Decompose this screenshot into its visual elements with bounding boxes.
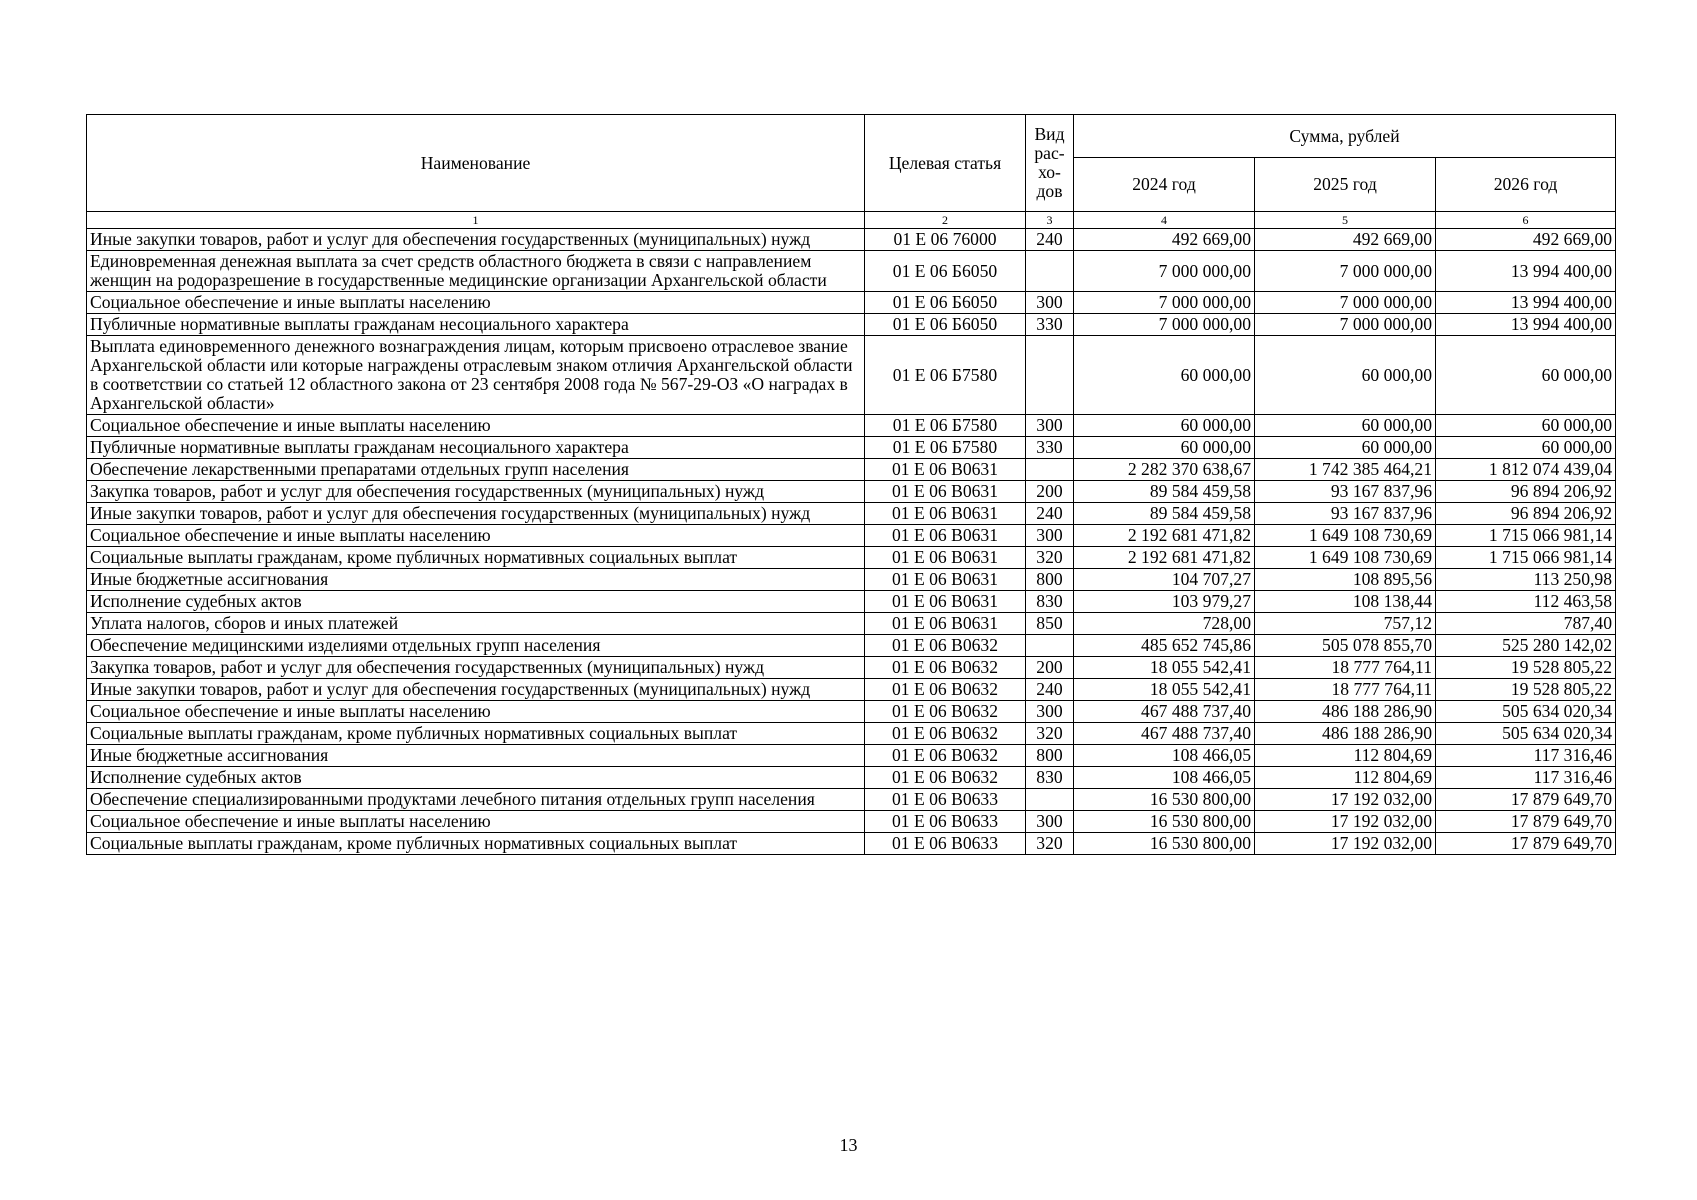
row-name: Иные закупки товаров, работ и услуг для обеспечения государственных (муниципальных) нужд	[87, 229, 865, 251]
row-amount-2026: 525 280 142,02	[1436, 635, 1616, 657]
row-amount-2025: 93 167 837,96	[1255, 503, 1436, 525]
row-expense-type: 300	[1026, 292, 1074, 314]
row-target-code: 01 Е 06 В0631	[865, 569, 1026, 591]
row-name: Иные бюджетные ассигнования	[87, 569, 865, 591]
row-expense-type	[1026, 789, 1074, 811]
row-amount-2025: 60 000,00	[1255, 415, 1436, 437]
table-row	[87, 415, 1616, 437]
row-amount-2024: 492 669,00	[1074, 229, 1255, 251]
row-name: Закупка товаров, работ и услуг для обеспечения государственных (муниципальных) нужд	[87, 657, 865, 679]
row-expense-type: 300	[1026, 701, 1074, 723]
row-name: Социальное обеспечение и иные выплаты населению	[87, 525, 865, 547]
row-amount-2024: 103 979,27	[1074, 591, 1255, 613]
row-target-code: 01 Е 06 В0631	[865, 591, 1026, 613]
row-target-code: 01 Е 06 В0633	[865, 789, 1026, 811]
row-name: Социальное обеспечение и иные выплаты населению	[87, 811, 865, 833]
row-target-code: 01 Е 06 В0631	[865, 459, 1026, 481]
row-amount-2024: 7 000 000,00	[1074, 251, 1255, 292]
row-amount-2026: 17 879 649,70	[1436, 833, 1616, 855]
row-amount-2024: 2 192 681 471,82	[1074, 547, 1255, 569]
table-row	[87, 547, 1616, 569]
row-amount-2025: 112 804,69	[1255, 767, 1436, 789]
row-amount-2026: 96 894 206,92	[1436, 481, 1616, 503]
row-amount-2026: 787,40	[1436, 613, 1616, 635]
row-amount-2025: 505 078 855,70	[1255, 635, 1436, 657]
table-row	[87, 437, 1616, 459]
column-number: 6	[1436, 212, 1616, 229]
row-expense-type: 300	[1026, 415, 1074, 437]
column-number: 2	[865, 212, 1026, 229]
row-amount-2025: 93 167 837,96	[1255, 481, 1436, 503]
row-amount-2025: 108 138,44	[1255, 591, 1436, 613]
row-expense-type	[1026, 251, 1074, 292]
table-row	[87, 525, 1616, 547]
table-row	[87, 481, 1616, 503]
row-amount-2025: 1 649 108 730,69	[1255, 547, 1436, 569]
table-row	[87, 635, 1616, 657]
row-amount-2024: 89 584 459,58	[1074, 503, 1255, 525]
row-amount-2026: 60 000,00	[1436, 437, 1616, 459]
table-row	[87, 745, 1616, 767]
row-amount-2024: 60 000,00	[1074, 415, 1255, 437]
row-target-code: 01 Е 06 Б6050	[865, 314, 1026, 336]
header-name: Наименование	[87, 115, 865, 212]
row-target-code: 01 Е 06 В0631	[865, 525, 1026, 547]
table-row	[87, 679, 1616, 701]
row-amount-2026: 117 316,46	[1436, 767, 1616, 789]
row-amount-2025: 18 777 764,11	[1255, 679, 1436, 701]
row-target-code: 01 Е 06 Б7580	[865, 415, 1026, 437]
row-amount-2025: 17 192 032,00	[1255, 811, 1436, 833]
row-target-code: 01 Е 06 Б7580	[865, 437, 1026, 459]
table-row	[87, 229, 1616, 251]
row-expense-type	[1026, 459, 1074, 481]
row-amount-2026: 13 994 400,00	[1436, 314, 1616, 336]
row-name: Обеспечение специализированными продуктами лечебного питания отдельных групп населения	[87, 789, 865, 811]
row-amount-2025: 1 742 385 464,21	[1255, 459, 1436, 481]
row-name: Исполнение судебных актов	[87, 591, 865, 613]
row-amount-2024: 18 055 542,41	[1074, 657, 1255, 679]
row-expense-type: 240	[1026, 229, 1074, 251]
table-row	[87, 613, 1616, 635]
row-target-code: 01 Е 06 В0632	[865, 723, 1026, 745]
row-name: Обеспечение медицинскими изделиями отдельных групп населения	[87, 635, 865, 657]
row-name: Исполнение судебных актов	[87, 767, 865, 789]
row-amount-2025: 60 000,00	[1255, 437, 1436, 459]
table-row	[87, 336, 1616, 415]
row-amount-2026: 117 316,46	[1436, 745, 1616, 767]
row-name: Социальное обеспечение и иные выплаты населению	[87, 415, 865, 437]
row-amount-2026: 1 812 074 439,04	[1436, 459, 1616, 481]
row-amount-2026: 1 715 066 981,14	[1436, 525, 1616, 547]
row-expense-type	[1026, 635, 1074, 657]
table-row	[87, 503, 1616, 525]
row-amount-2024: 16 530 800,00	[1074, 811, 1255, 833]
row-amount-2024: 728,00	[1074, 613, 1255, 635]
row-name: Публичные нормативные выплаты гражданам несоциального характера	[87, 437, 865, 459]
row-amount-2024: 485 652 745,86	[1074, 635, 1255, 657]
table-row	[87, 251, 1616, 292]
row-amount-2026: 113 250,98	[1436, 569, 1616, 591]
row-name: Выплата единовременного денежного вознаграждения лицам, которым присвоено отраслевое звание Архангельской области или которые награждены отраслевым знаком отличия Архангельской области в соответствии со статьей 12 областного закона от 23 сентября 2008 года № 567-29-ОЗ «О наградах в Архангельской области»	[87, 336, 865, 415]
row-target-code: 01 Е 06 В0632	[865, 745, 1026, 767]
row-amount-2025: 492 669,00	[1255, 229, 1436, 251]
row-target-code: 01 Е 06 Б6050	[865, 292, 1026, 314]
row-target-code: 01 Е 06 76000	[865, 229, 1026, 251]
row-target-code: 01 Е 06 В0631	[865, 613, 1026, 635]
row-amount-2026: 19 528 805,22	[1436, 679, 1616, 701]
row-expense-type: 830	[1026, 767, 1074, 789]
row-amount-2024: 16 530 800,00	[1074, 833, 1255, 855]
row-amount-2024: 108 466,05	[1074, 767, 1255, 789]
row-amount-2024: 2 192 681 471,82	[1074, 525, 1255, 547]
row-expense-type: 240	[1026, 503, 1074, 525]
row-name: Социальное обеспечение и иные выплаты населению	[87, 292, 865, 314]
header-year-2026: 2026 год	[1436, 158, 1616, 212]
row-name: Обеспечение лекарственными препаратами отдельных групп населения	[87, 459, 865, 481]
row-name: Иные бюджетные ассигнования	[87, 745, 865, 767]
row-amount-2026: 112 463,58	[1436, 591, 1616, 613]
row-amount-2024: 60 000,00	[1074, 336, 1255, 415]
table-body	[87, 229, 1616, 855]
row-amount-2026: 1 715 066 981,14	[1436, 547, 1616, 569]
row-name: Публичные нормативные выплаты гражданам несоциального характера	[87, 314, 865, 336]
row-expense-type: 300	[1026, 525, 1074, 547]
row-amount-2024: 2 282 370 638,67	[1074, 459, 1255, 481]
row-expense-type: 320	[1026, 833, 1074, 855]
row-target-code: 01 Е 06 В0632	[865, 767, 1026, 789]
table-row	[87, 701, 1616, 723]
budget-table	[86, 114, 1616, 855]
table-row	[87, 723, 1616, 745]
row-amount-2026: 96 894 206,92	[1436, 503, 1616, 525]
row-amount-2025: 757,12	[1255, 613, 1436, 635]
table-row	[87, 591, 1616, 613]
row-amount-2025: 17 192 032,00	[1255, 789, 1436, 811]
row-amount-2025: 1 649 108 730,69	[1255, 525, 1436, 547]
row-amount-2024: 16 530 800,00	[1074, 789, 1255, 811]
row-amount-2026: 17 879 649,70	[1436, 789, 1616, 811]
row-target-code: 01 Е 06 В0632	[865, 657, 1026, 679]
row-target-code: 01 Е 06 В0631	[865, 503, 1026, 525]
row-amount-2025: 7 000 000,00	[1255, 251, 1436, 292]
row-expense-type: 240	[1026, 679, 1074, 701]
row-name: Социальные выплаты гражданам, кроме публичных нормативных социальных выплат	[87, 833, 865, 855]
table-row	[87, 569, 1616, 591]
table-row	[87, 657, 1616, 679]
row-name: Социальные выплаты гражданам, кроме публичных нормативных социальных выплат	[87, 547, 865, 569]
row-amount-2024: 7 000 000,00	[1074, 292, 1255, 314]
table-row	[87, 767, 1616, 789]
row-amount-2024: 60 000,00	[1074, 437, 1255, 459]
table-row	[87, 789, 1616, 811]
row-name: Иные закупки товаров, работ и услуг для обеспечения государственных (муниципальных) нужд	[87, 503, 865, 525]
row-expense-type: 320	[1026, 723, 1074, 745]
row-amount-2024: 467 488 737,40	[1074, 723, 1255, 745]
row-amount-2026: 492 669,00	[1436, 229, 1616, 251]
row-amount-2025: 60 000,00	[1255, 336, 1436, 415]
header-sum: Сумма, рублей	[1074, 115, 1616, 158]
row-name: Единовременная денежная выплата за счет средств областного бюджета в связи с направлением женщин на родоразрешение в государственные медицинские организации Архангельской области	[87, 251, 865, 292]
row-target-code: 01 Е 06 В0632	[865, 701, 1026, 723]
row-target-code: 01 Е 06 Б7580	[865, 336, 1026, 415]
column-number: 1	[87, 212, 865, 229]
header-type: Вид рас-хо-дов	[1026, 115, 1074, 212]
column-number: 5	[1255, 212, 1436, 229]
row-expense-type: 800	[1026, 745, 1074, 767]
row-expense-type: 330	[1026, 437, 1074, 459]
page-number: 13	[839, 1135, 858, 1155]
row-target-code: 01 Е 06 В0632	[865, 679, 1026, 701]
row-target-code: 01 Е 06 В0633	[865, 833, 1026, 855]
row-target-code: 01 Е 06 В0633	[865, 811, 1026, 833]
row-amount-2025: 108 895,56	[1255, 569, 1436, 591]
table-header	[87, 115, 1616, 229]
row-amount-2026: 505 634 020,34	[1436, 701, 1616, 723]
row-amount-2026: 19 528 805,22	[1436, 657, 1616, 679]
row-expense-type: 800	[1026, 569, 1074, 591]
row-amount-2026: 60 000,00	[1436, 336, 1616, 415]
row-target-code: 01 Е 06 Б6050	[865, 251, 1026, 292]
row-amount-2024: 7 000 000,00	[1074, 314, 1255, 336]
row-amount-2026: 17 879 649,70	[1436, 811, 1616, 833]
header-year-2024: 2024 год	[1074, 158, 1255, 212]
header-code: Целевая статья	[865, 115, 1026, 212]
row-expense-type	[1026, 336, 1074, 415]
header-year-2025: 2025 год	[1255, 158, 1436, 212]
row-amount-2024: 104 707,27	[1074, 569, 1255, 591]
row-amount-2025: 18 777 764,11	[1255, 657, 1436, 679]
row-amount-2024: 467 488 737,40	[1074, 701, 1255, 723]
table-row	[87, 811, 1616, 833]
row-name: Иные закупки товаров, работ и услуг для обеспечения государственных (муниципальных) нужд	[87, 679, 865, 701]
row-amount-2025: 486 188 286,90	[1255, 723, 1436, 745]
row-amount-2024: 108 466,05	[1074, 745, 1255, 767]
row-expense-type: 300	[1026, 811, 1074, 833]
row-target-code: 01 Е 06 В0631	[865, 547, 1026, 569]
row-target-code: 01 Е 06 В0631	[865, 481, 1026, 503]
row-amount-2026: 13 994 400,00	[1436, 292, 1616, 314]
table-row	[87, 459, 1616, 481]
row-amount-2026: 13 994 400,00	[1436, 251, 1616, 292]
table-row	[87, 292, 1616, 314]
column-number: 4	[1074, 212, 1255, 229]
row-target-code: 01 Е 06 В0632	[865, 635, 1026, 657]
row-amount-2026: 505 634 020,34	[1436, 723, 1616, 745]
row-amount-2025: 7 000 000,00	[1255, 292, 1436, 314]
column-number: 3	[1026, 212, 1074, 229]
row-amount-2025: 486 188 286,90	[1255, 701, 1436, 723]
row-amount-2024: 89 584 459,58	[1074, 481, 1255, 503]
row-amount-2025: 7 000 000,00	[1255, 314, 1436, 336]
row-amount-2024: 18 055 542,41	[1074, 679, 1255, 701]
row-amount-2025: 112 804,69	[1255, 745, 1436, 767]
table-row	[87, 833, 1616, 855]
row-amount-2026: 60 000,00	[1436, 415, 1616, 437]
row-expense-type: 330	[1026, 314, 1074, 336]
row-name: Социальные выплаты гражданам, кроме публичных нормативных социальных выплат	[87, 723, 865, 745]
row-expense-type: 200	[1026, 657, 1074, 679]
row-amount-2025: 17 192 032,00	[1255, 833, 1436, 855]
row-expense-type: 320	[1026, 547, 1074, 569]
row-name: Закупка товаров, работ и услуг для обеспечения государственных (муниципальных) нужд	[87, 481, 865, 503]
table-row	[87, 314, 1616, 336]
row-name: Уплата налогов, сборов и иных платежей	[87, 613, 865, 635]
row-expense-type: 200	[1026, 481, 1074, 503]
row-expense-type: 850	[1026, 613, 1074, 635]
row-expense-type: 830	[1026, 591, 1074, 613]
row-name: Социальное обеспечение и иные выплаты населению	[87, 701, 865, 723]
